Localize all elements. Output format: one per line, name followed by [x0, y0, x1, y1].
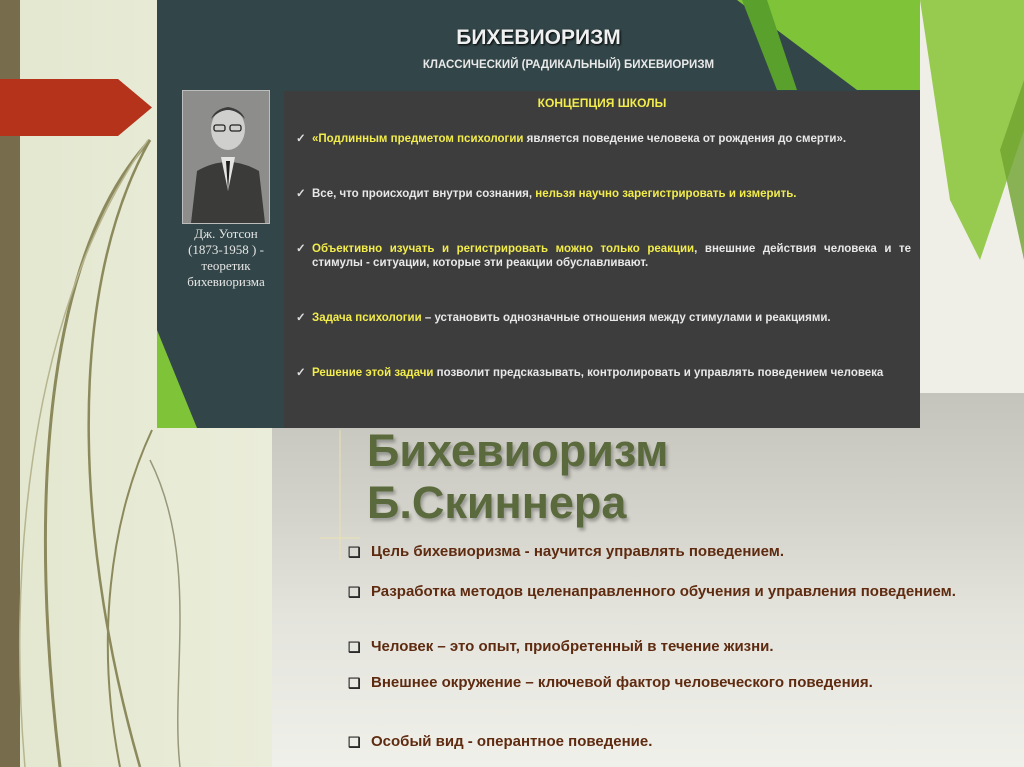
concept-item-text: позволит предсказывать, контролировать и управлять поведением человека	[433, 367, 884, 379]
list-item	[348, 543, 1018, 560]
concept-item-highlight: «Подлинным предметом психологии	[312, 133, 524, 145]
skinner-title	[367, 425, 668, 529]
list-item	[348, 674, 1018, 691]
concept-item	[296, 242, 911, 270]
concept-item-highlight: Объективно изучать и регистрировать можно только реакции	[312, 243, 695, 255]
check-icon: ✓	[296, 188, 306, 200]
portrait-caption	[171, 226, 281, 290]
checkbox-bullet-icon: ❑	[348, 544, 361, 560]
concept-item-text: является поведение человека от рождения до смерти».	[523, 133, 847, 145]
concept-item	[296, 132, 911, 146]
watson-panel	[157, 0, 920, 428]
checkbox-bullet-icon: ❑	[348, 639, 361, 655]
skinner-title-line1: Бихевиоризм	[367, 425, 669, 476]
checkbox-bullet-icon: ❑	[348, 584, 361, 600]
concept-item-highlight: Решение этой задачи	[312, 367, 434, 379]
school-concept-box	[284, 91, 920, 428]
check-icon: ✓	[296, 243, 306, 255]
list-item-text: Человек – это опыт, приобретенный в течение жизни.	[371, 638, 774, 655]
list-item-text: Особый вид - оперантное поведение.	[371, 733, 653, 750]
school-concept-title: КОНЦЕПЦИЯ ШКОЛЫ	[537, 96, 667, 110]
caption-line: Дж. Уотсон	[194, 226, 258, 241]
checkbox-bullet-icon: ❑	[348, 675, 361, 691]
list-item-text: Внешнее окружение – ключевой фактор человеческого поведения.	[371, 674, 873, 691]
caption-line: (1873-1958 ) -	[188, 242, 264, 257]
panel-title: БИХЕВИОРИЗМ	[456, 26, 621, 49]
concept-item	[296, 366, 911, 380]
check-icon: ✓	[296, 133, 306, 145]
concept-item	[296, 311, 911, 325]
check-icon: ✓	[296, 367, 306, 379]
watson-portrait	[182, 90, 270, 224]
concept-item-highlight: Задача психологии	[312, 312, 422, 324]
list-item	[348, 638, 1018, 655]
list-item	[348, 733, 1018, 750]
concept-item-text: Все, что происходит внутри сознания,	[312, 188, 536, 200]
list-item	[348, 583, 1018, 600]
concept-item-text: – установить однозначные отношения между стимулами и реакциями.	[421, 312, 831, 324]
concept-item	[296, 187, 911, 201]
list-item-text: Разработка методов целенаправленного обучения и управления поведением.	[371, 583, 956, 600]
concept-item-text: , внешние действия человека и те стимулы - ситуации, которые эти реакции обуславливают.	[312, 243, 911, 269]
caption-line: теоретик	[201, 258, 251, 273]
caption-line: бихевиоризма	[187, 274, 265, 289]
list-item-text: Цель бихевиоризма - научится управлять поведением.	[371, 543, 785, 560]
check-icon: ✓	[296, 312, 306, 324]
concept-item-highlight: нельзя научно зарегистрировать и измерить.	[535, 188, 797, 200]
skinner-title-line2: Б.Скиннера	[367, 477, 627, 528]
checkbox-bullet-icon: ❑	[348, 734, 361, 750]
panel-subtitle: КЛАССИЧЕСКИЙ (РАДИКАЛЬНЫЙ) БИХЕВИОРИЗМ	[422, 59, 715, 71]
